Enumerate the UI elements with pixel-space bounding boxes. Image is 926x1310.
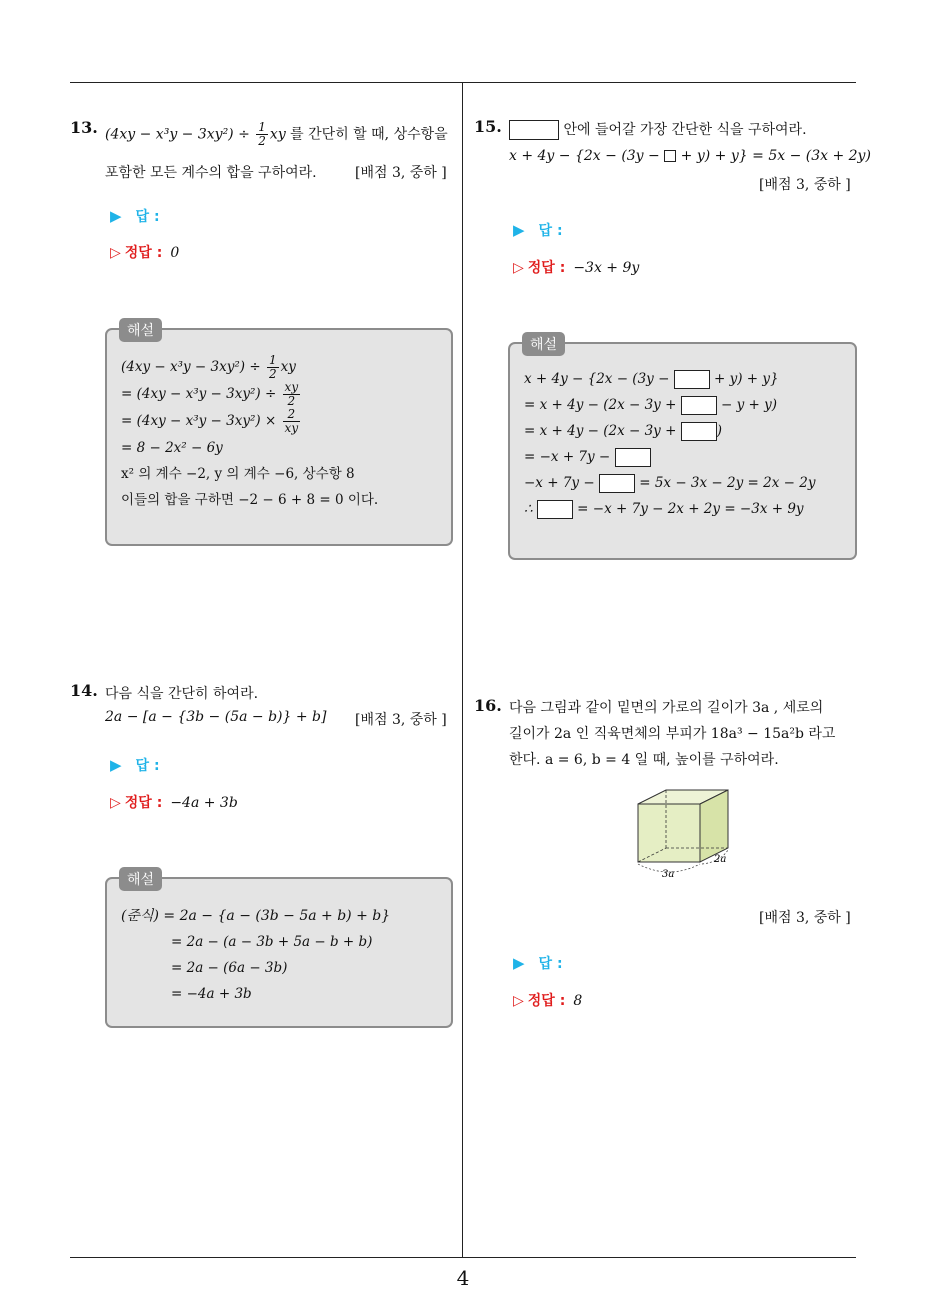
question-text-line1: 다음 그림과 같이 밑면의 가로의 길이가 3a , 세로의 <box>509 700 824 716</box>
question-expression: 2a − [a − {3b − (5a − b)} + b] <box>105 709 327 725</box>
blank-box <box>674 370 710 389</box>
score-label: [배점 3, 중하 ] <box>759 910 851 926</box>
question-text-line3: 한다. a = 6, b = 4 일 때, 높이를 구하여라. <box>509 752 779 768</box>
solution-box <box>508 337 857 560</box>
blank-box <box>664 150 676 162</box>
answer-row[interactable]: ▶ 답 : <box>513 954 563 972</box>
solution-line: (준식) = 2a − {a − (3b − 5a + b) + b} <box>121 908 391 924</box>
question-number: 15. <box>474 117 502 136</box>
solution-tag: 해설 <box>522 332 565 356</box>
outline-triangle-icon: ▷ <box>110 245 121 261</box>
solution-box <box>105 323 453 546</box>
page-number: 4 <box>456 1266 470 1290</box>
question-number: 16. <box>474 696 502 715</box>
answer-blank <box>509 120 559 140</box>
outline-triangle-icon: ▷ <box>513 260 524 276</box>
play-triangle-icon: ▶ <box>513 221 525 239</box>
blank-box <box>615 448 651 467</box>
solution-line: = −4a + 3b <box>171 986 252 1002</box>
play-triangle-icon: ▶ <box>110 756 122 774</box>
column-divider <box>462 83 463 1258</box>
solution-line: = (4xy − x³y − 3xy²) ÷ $\frac{xy}{2}$ <box>121 380 299 408</box>
answer-row[interactable]: ▶ 답 : <box>110 756 160 774</box>
score-label: [배점 3, 중하 ] <box>759 177 851 193</box>
answer-key-row: ▷ 정답 : 0 <box>110 245 180 261</box>
solution-box <box>105 872 453 1028</box>
solution-tag: 해설 <box>119 318 162 342</box>
solution-line: (4xy − x³y − 3xy²) ÷ $\frac{1}{2}$ xy <box>121 353 296 381</box>
solution-line: 이들의 합을 구하면 −2 − 6 + 8 = 0 이다. <box>121 492 379 508</box>
solution-line: = (4xy − x³y − 3xy²) × $\frac{2}{xy}$ <box>121 407 299 435</box>
blank-box <box>681 422 717 441</box>
top-rule <box>70 82 856 83</box>
answer-row[interactable]: ▶ 답 : <box>513 221 563 239</box>
bottom-rule <box>70 1257 856 1258</box>
solution-line: −x + 7y − = 5x − 3x − 2y = 2x − 2y <box>524 475 816 491</box>
solution-line: = x + 4y − (2x − 3y + ) <box>524 423 722 439</box>
answer-key-row: ▷ 정답 : 8 <box>513 993 583 1009</box>
label-2a: 2a <box>714 854 727 865</box>
question-text-line1: 다음 식을 간단히 하여라. <box>105 686 259 702</box>
question-number: 14. <box>70 681 98 700</box>
score-label: [배점 3, 중하 ] <box>355 712 447 728</box>
answer-key-row: ▷ 정답 : −3x + 9y <box>513 260 640 276</box>
cuboid-figure <box>628 782 748 882</box>
question-number: 13. <box>70 118 98 137</box>
solution-line: = 8 − 2x² − 6y <box>121 440 223 456</box>
solution-line: = x + 4y − (2x − 3y + − y + y) <box>524 397 778 413</box>
fraction: $\frac{1}{2}$ <box>258 120 266 148</box>
question-expression: x + 4y − {2x − (3y − + y) + y} = 5x − (3x + 2y) <box>509 148 871 164</box>
solution-line: = 2a − (6a − 3b) <box>171 960 288 976</box>
play-triangle-icon: ▶ <box>513 954 525 972</box>
blank-box <box>599 474 635 493</box>
solution-line: = 2a − (a − 3b + 5a − b + b) <box>171 934 373 950</box>
blank-box <box>681 396 717 415</box>
solution-line: x² 의 계수 −2, y 의 계수 −6, 상수항 8 <box>121 466 355 482</box>
label-3a: 3a <box>662 869 675 880</box>
solution-tag: 해설 <box>119 867 162 891</box>
score-label: [배점 3, 중하 ] <box>355 165 447 181</box>
question-text-line2: 포함한 모든 계수의 합을 구하여라. <box>105 165 317 181</box>
solution-line: ∴ = −x + 7y − 2x + 2y = −3x + 9y <box>524 501 804 517</box>
answer-row[interactable]: ▶ 답 : <box>110 207 160 225</box>
outline-triangle-icon: ▷ <box>110 795 121 811</box>
blank-box <box>537 500 573 519</box>
solution-line: = −x + 7y − <box>524 444 843 470</box>
question-text-line2: 길이가 2a 인 직육면체의 부피가 18a³ − 15a²b 라고 <box>509 726 836 742</box>
answer-key-row: ▷ 정답 : −4a + 3b <box>110 795 238 811</box>
outline-triangle-icon: ▷ <box>513 993 524 1009</box>
question-text-line1: (4xy − x³y − 3xy²) ÷ $\frac{1}{2}$ xy 를 간단히 할 때, 상수항을 <box>105 120 448 148</box>
cuboid-front-face <box>638 804 700 862</box>
question-text-line1: 안에 들어갈 가장 간단한 식을 구하여라. <box>509 119 807 140</box>
play-triangle-icon: ▶ <box>110 207 122 225</box>
solution-line: x + 4y − {2x − (3y − + y) + y} <box>524 371 779 387</box>
